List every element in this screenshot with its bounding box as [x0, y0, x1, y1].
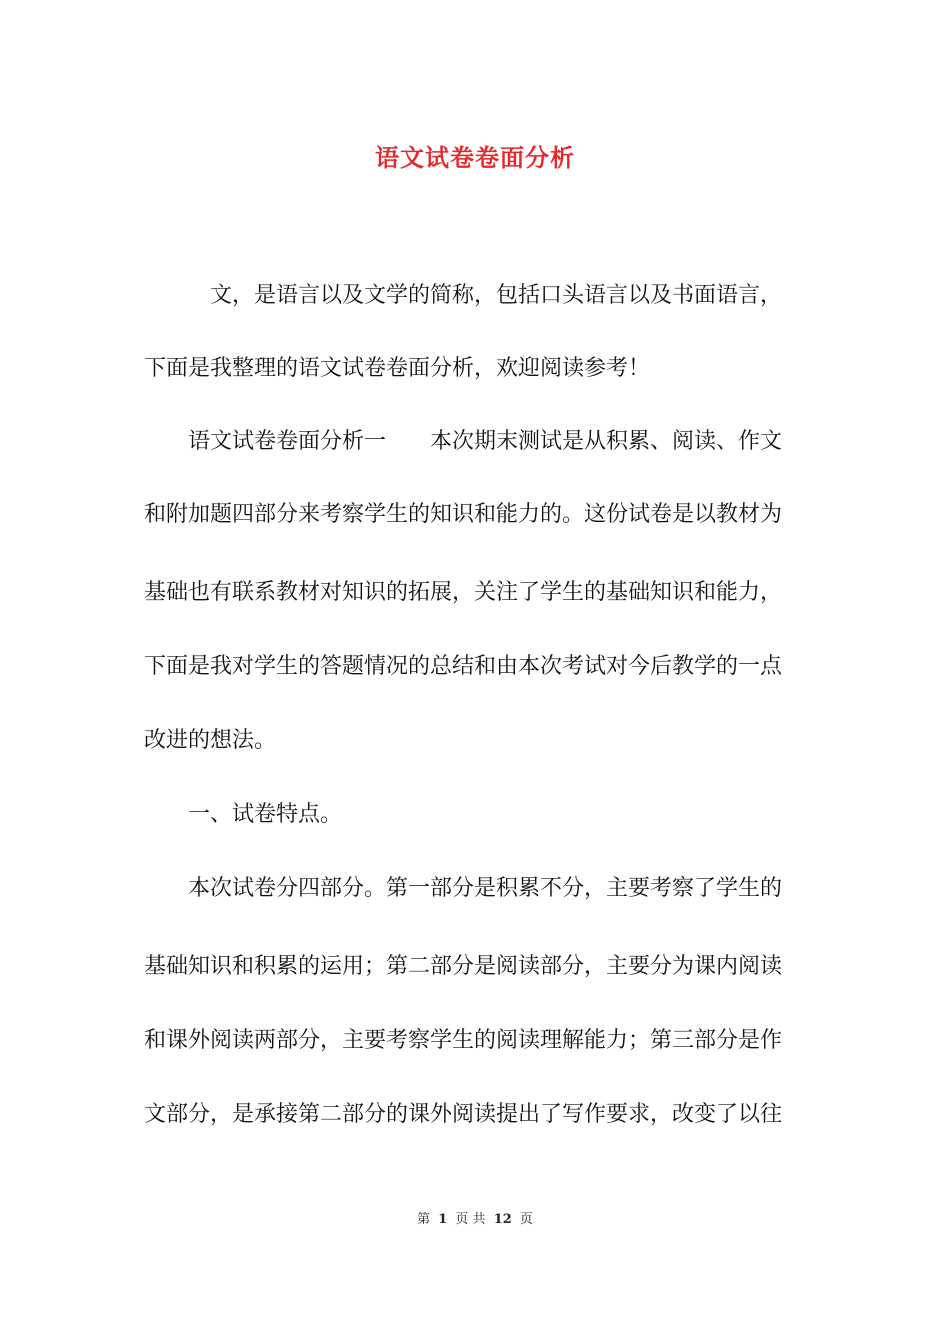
- body-line: 文，是语言以及文学的简称，包括口头语言以及书面语言，: [144, 283, 783, 308]
- body-line: 基础知识和积累的运用；第二部分是阅读部分，主要分为课内阅读: [144, 954, 783, 979]
- body-line: 和附加题四部分来考察学生的知识和能力的。这份试卷是以教材为: [144, 502, 783, 527]
- body-line: 下面是我对学生的答题情况的总结和由本次考试对今后教学的一点: [144, 654, 783, 679]
- page-footer: [0, 1208, 950, 1227]
- body-line: 语文试卷卷面分析一 本次期末测试是从积累、阅读、作文: [144, 429, 783, 454]
- body-line: 本次试卷分四部分。第一部分是积累不分，主要考察了学生的: [144, 876, 783, 901]
- document-title: 语文试卷卷面分析: [375, 143, 575, 172]
- total-pages: 12: [493, 1212, 512, 1227]
- body-line: 改进的想法。: [144, 728, 277, 753]
- body-line: 下面是我整理的语文试卷卷面分析，欢迎阅读参考！: [144, 356, 651, 381]
- footer-suffix: 页: [519, 1212, 533, 1227]
- footer-middle: 页 共: [455, 1212, 486, 1227]
- footer-prefix: 第: [417, 1212, 431, 1227]
- body-line: 文部分，是承接第二部分的课外阅读提出了写作要求，改变了以往: [144, 1102, 783, 1127]
- body-line: 和课外阅读两部分，主要考察学生的阅读理解能力；第三部分是作: [144, 1028, 783, 1053]
- body-line: 一、试卷特点。: [144, 802, 343, 827]
- current-page-number: 1: [438, 1212, 448, 1227]
- body-line: 基础也有联系教材对知识的拓展，关注了学生的基础知识和能力，: [144, 580, 783, 605]
